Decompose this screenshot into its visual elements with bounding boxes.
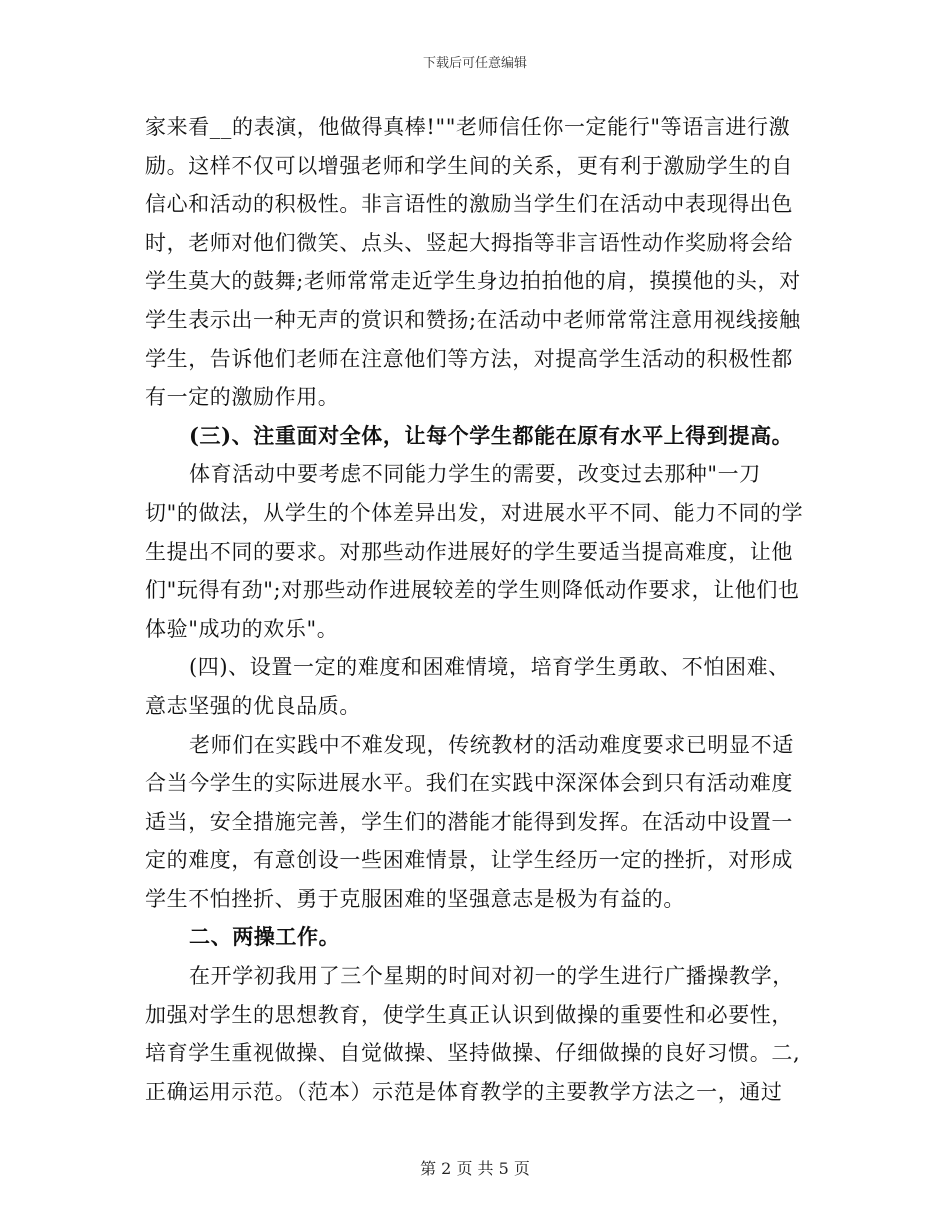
section-heading-line: (三)、注重面对全体，让每个学生都能在原有水平上得到提高。 [189,422,794,448]
text-line: 学生，告诉他们老师在注意他们等方法，对提高学生活动的积极性都 [145,346,793,371]
text-line: 正确运用示范。（范本）示范是体育教学的主要教学方法之一，通过 [145,1079,783,1104]
text-line: 适当，安全措施完善，学生们的潜能才能得到发挥。在活动中设置一 [145,809,793,834]
text-line: 切"的做法，从学生的个体差异出发，对进展水平不同、能力不同的学 [145,500,804,525]
text-line: 家来看__的表演，他做得真棒!""老师信任你一定能行"等语言进行激 [145,115,791,139]
page-footer: 第 2 页 共 5 页 [420,1159,530,1178]
text-line: 定的难度，有意创设一些困难情景，让学生经历一定的挫折，对形成 [145,848,793,873]
text-line: 学生莫大的鼓舞;老师常常走近学生身边拍拍他的肩，摸摸他的头，对 [145,269,801,294]
text-line: 们"玩得有劲";对那些动作进展较差的学生则降低动作要求，让他们也 [145,578,800,603]
text-line: 励。这样不仅可以增强老师和学生间的关系，更有利于激励学生的自 [145,153,793,178]
text-line: 学生不怕挫折、勇于克服困难的坚强意志是极为有益的。 [145,886,685,911]
text-line: 信心和活动的积极性。非言语性的激励当学生们在活动中表现得出色 [145,192,793,217]
text-line: 学生表示出一种无声的赏识和赞扬;在活动中老师常常注意用视线接触 [145,307,801,332]
text-line: (四)、设置一定的难度和困难情境，培育学生勇敢、不怕困难、 [189,655,790,680]
text-line: 体育活动中要考虑不同能力学生的需要，改变过去那种"一刀 [189,462,761,487]
section-heading-line: 二、两操工作。 [189,924,341,950]
text-line: 体验"成功的欢乐"。 [145,616,339,641]
text-line: 在开学初我用了三个星期的时间对初一的学生进行广播操教学， [189,964,794,989]
page-header: 下载后可任意编辑 [422,56,527,71]
text-line: 有一定的激励作用。 [145,385,340,410]
text-line: 时，老师对他们微笑、点头、竖起大拇指等非言语性动作奖励将会给 [145,230,793,255]
text-line: 老师们在实践中不难发现，传统教材的活动难度要求已明显不适 [189,732,794,757]
text-line: 生提出不同的要求。对那些动作进展好的学生要适当提高难度，让他 [145,539,793,564]
text-line: 加强对学生的思想教育，使学生真正认识到做操的重要性和必要性， [145,1002,793,1027]
document-body [145,108,805,1111]
text-line: 培育学生重视做操、自觉做操、坚持做操、仔细做操的良好习惯。二, [145,1041,801,1066]
text-line: 意志坚强的优良品质。 [145,693,361,718]
text-line: 合当今学生的实际进展水平。我们在实践中深深体会到只有活动难度 [145,771,793,796]
